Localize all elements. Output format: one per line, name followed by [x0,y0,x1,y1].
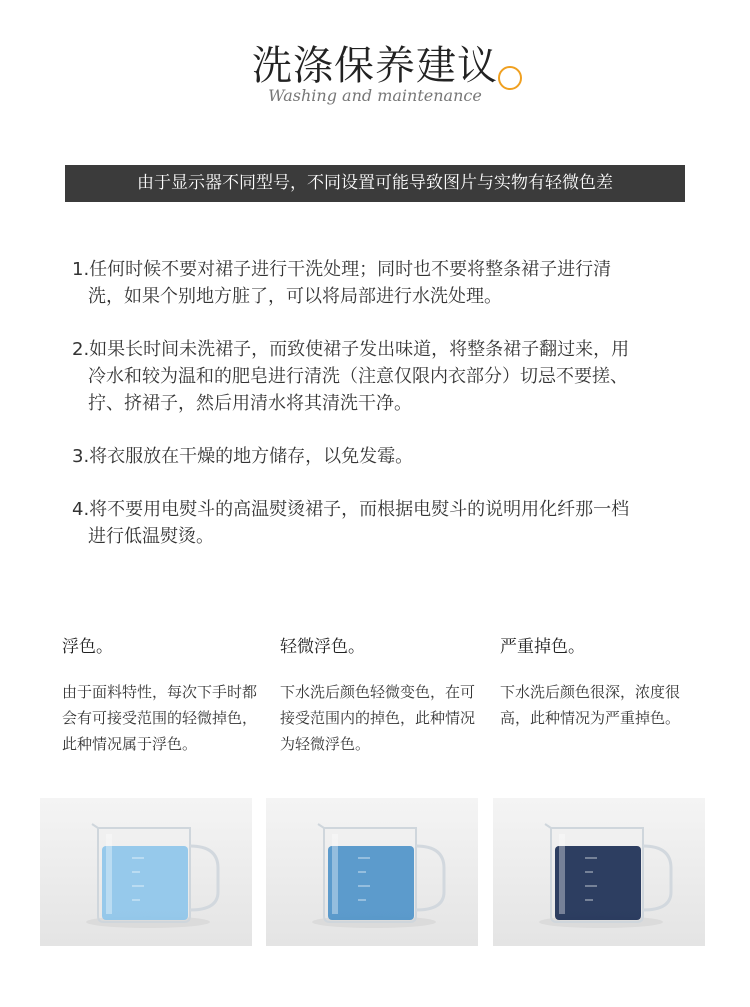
page-title: 洗涤保养建议 [252,43,498,89]
fading-column-light [62,632,258,757]
fading-column-title: 严重掉色。 [500,637,585,657]
care-tip: 1.任何时候不要对裙子进行干洗处理；同时也不要将整条裙子进行清洗，如果个别地方脏了，可以将局部进行水洗处理。 [72,259,612,307]
care-tips-list [72,256,632,576]
care-tip: 4.将不要用电熨斗的高温熨烫裙子，而根据电熨斗的说明用化纤那一档进行低温熨烫。 [72,499,630,547]
color-difference-notice: 由于显示器不同型号，不同设置可能导致图片与实物有轻微色差 [65,165,685,202]
fading-column-title: 浮色。 [62,637,113,657]
beaker-photo-slight [266,798,478,946]
fading-column-title: 轻微浮色。 [280,637,365,657]
fading-column-slight [280,632,476,757]
beaker-photo-light [40,798,252,946]
beaker-photo-severe [493,798,705,946]
beaker-illustration [266,798,478,946]
beaker-illustration [493,798,705,946]
fading-column-desc: 下水洗后颜色很深，浓度很高，此种情况为严重掉色。 [500,683,681,727]
care-tip: 2.如果长时间未洗裙子，而致使裙子发出味道，将整条裙子翻过来，用冷水和较为温和的肥皂进行清洗（注意仅限内衣部分）切忌不要搓、拧、挤裙子，然后用清水将其清洗干净。 [72,339,630,414]
fading-column-desc: 下水洗后颜色轻微变色，在可接受范围内的掉色，此种情况为轻微浮色。 [280,683,476,753]
fading-column-desc: 由于面料特性，每次下手时都会有可接受范围的轻微掉色，此种情况属于浮色。 [62,683,258,753]
care-tip: 3.将衣服放在干燥的地方储存，以免发霉。 [72,446,414,467]
page-subtitle: Washing and maintenance [268,86,482,105]
fading-column-severe [500,632,700,731]
beaker-illustration [40,798,252,946]
